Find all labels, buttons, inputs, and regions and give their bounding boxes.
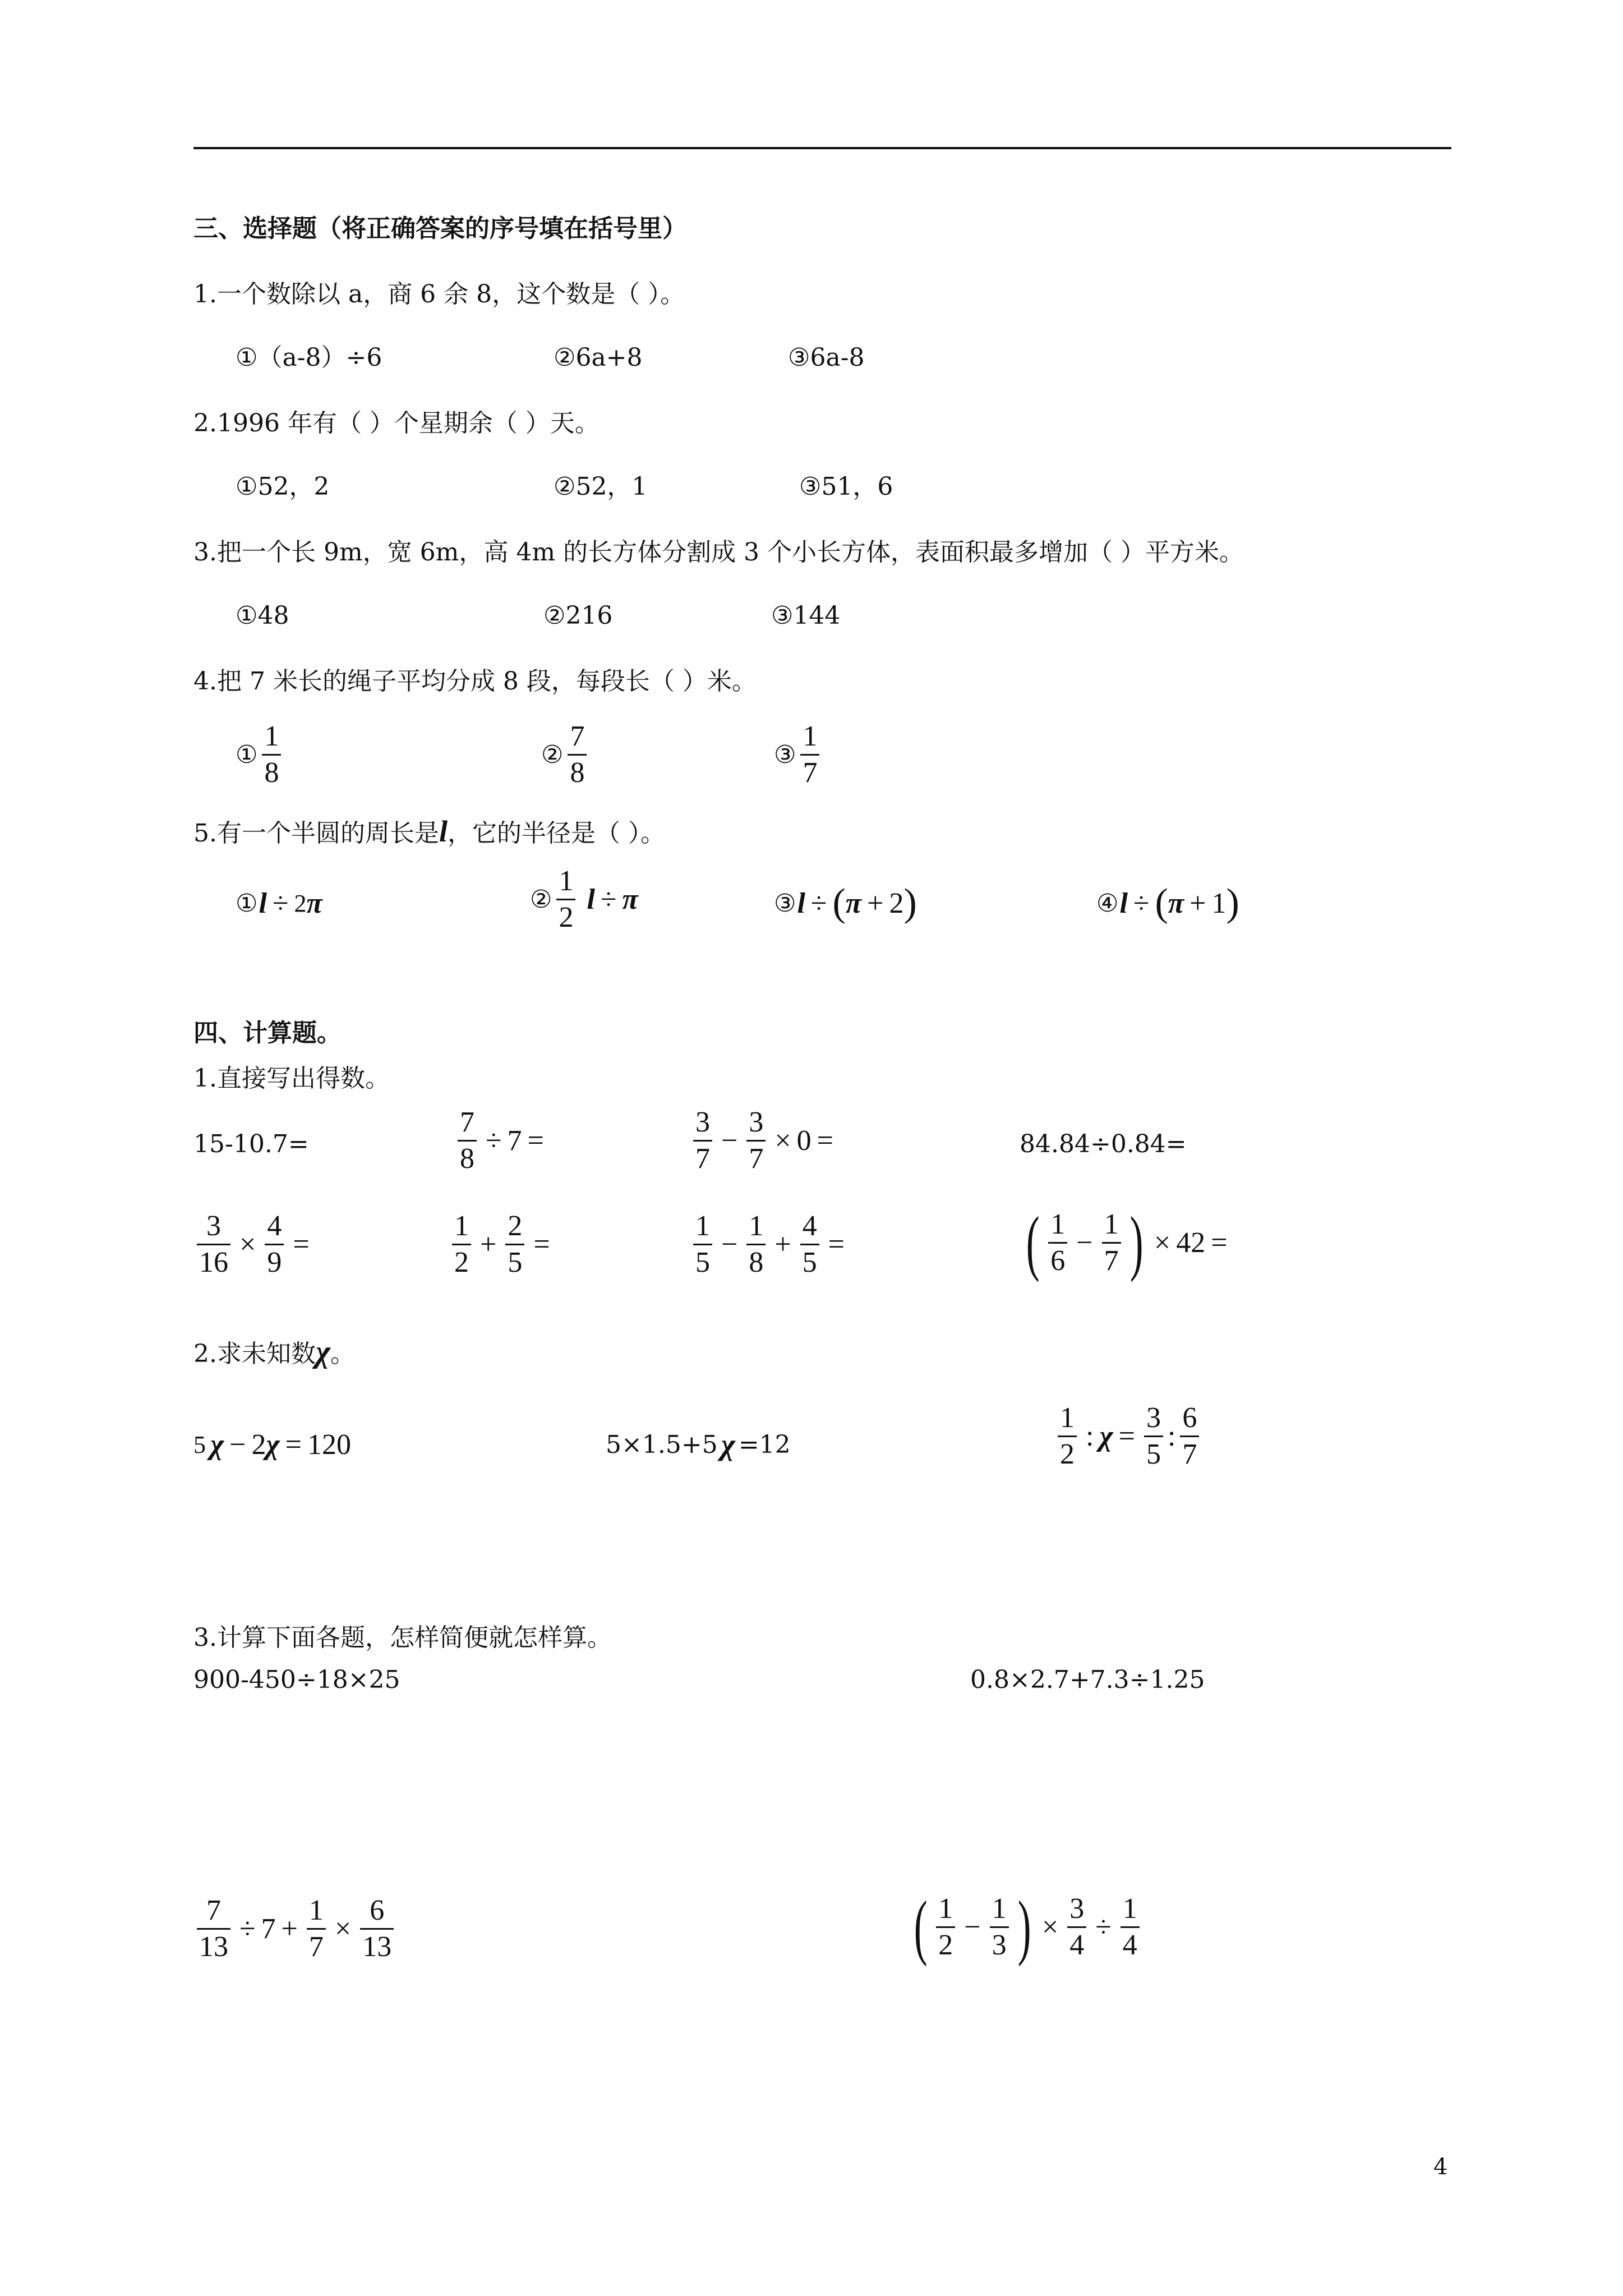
q1-option-2: ②6a+8 — [554, 343, 643, 372]
option-marker: ③ — [774, 740, 796, 769]
q1-text: 1.一个数除以 a，商 6 余 8，这个数是（ ）。 — [193, 280, 685, 309]
fraction: $\frac{7}{8}$ — [568, 719, 587, 790]
q2-option-3: ③51，6 — [799, 472, 893, 501]
q3-option-2: ②216 — [543, 601, 613, 630]
q4-option-3 — [774, 719, 823, 790]
q1-option-1: ①（a-8）÷6 — [236, 343, 382, 372]
equation-3: $\frac{1}{2}$ : χ = $\frac{3}{5}$ : $\frac{6}{7}$ — [1054, 1401, 1202, 1472]
p2-heading: 2.求未知数χ。 — [193, 1335, 356, 1369]
calc-c: $\frac{3}{7}$ − $\frac{3}{7}$ × 0 = — [690, 1105, 839, 1176]
p3-heading: 3.计算下面各题，怎样简便就怎样算。 — [193, 1623, 612, 1652]
simplify-c: $\frac{7}{13}$ ÷ 7 + $\frac{1}{7}$ × $\frac{6}{13}$ — [193, 1893, 397, 1964]
q3-option-3: ③144 — [771, 601, 841, 630]
q3-text: 3.把一个长 9m，宽 6m，高 4m 的长方体分割成 3 个小长方体，表面积最多增加（ ）平方米。 — [193, 538, 1244, 567]
q3-option-1: ①48 — [236, 601, 289, 630]
q4-text: 4.把 7 米长的绳子平均分成 8 段，每段长（ ）米。 — [193, 667, 757, 696]
section4-title: 四、计算题。 — [193, 1019, 342, 1047]
calc-a: 15-10.7= — [193, 1130, 309, 1158]
p1-heading: 1.直接写出得数。 — [193, 1064, 390, 1093]
fraction: $\frac{1}{8}$ — [262, 719, 281, 790]
page-number: 4 — [1433, 2154, 1448, 2180]
calc-e: $\frac{3}{16}$ × $\frac{4}{9}$ = — [193, 1209, 315, 1280]
q5-option-2: ② $\frac{1}{2}$ l ÷ π — [530, 864, 638, 935]
fraction: $\frac{1}{2}$ — [556, 864, 575, 935]
simplify-d: ( $\frac{1}{2}$ − $\frac{1}{3}$ ) × $\frac{3}{4}$ ÷ $\frac{1}{4}$ — [909, 1885, 1143, 1969]
equation-2: 5×1.5+5 χ =12 — [606, 1428, 791, 1461]
calc-f: $\frac{1}{2}$ + $\frac{2}{5}$ = — [449, 1209, 556, 1280]
q2-text: 2.1996 年有（ ）个星期余（ ）天。 — [193, 409, 600, 438]
option-marker: ① — [236, 740, 258, 769]
simplify-a: 900-450÷18×25 — [193, 1665, 400, 1694]
fraction: $\frac{1}{7}$ — [800, 719, 819, 790]
option-marker: ② — [541, 740, 564, 769]
header-rule — [193, 147, 1451, 149]
calc-b: $\frac{7}{8}$ ÷ 7 = — [454, 1105, 550, 1176]
q2-option-1: ①52，2 — [236, 472, 330, 501]
section3-title: 三、选择题（将正确答案的序号填在括号里） — [193, 214, 687, 243]
q4-option-2 — [541, 719, 590, 790]
q5-text: 5.有一个半圆的周长是l，它的半径是（ ）。 — [193, 815, 665, 848]
simplify-b: 0.8×2.7+7.3÷1.25 — [970, 1665, 1205, 1694]
q5-option-4: ④ l ÷ ( π + 1 ) — [1096, 881, 1239, 924]
q4-option-1 — [236, 719, 284, 790]
q1-option-3: ③6a-8 — [788, 343, 865, 372]
calc-g: $\frac{1}{5}$ − $\frac{1}{8}$ + $\frac{4}{5}$ = — [690, 1209, 850, 1280]
calc-h: ( $\frac{1}{6}$ − $\frac{1}{7}$ ) × 42 = — [1026, 1202, 1228, 1283]
q5-option-1: ① l ÷ 2 π — [236, 887, 322, 919]
q5-option-3: ③ l ÷ ( π + 2 ) — [774, 881, 917, 924]
equation-1: 5 χ − 2 χ = 120 — [193, 1428, 351, 1461]
q2-option-2: ②52，1 — [554, 472, 648, 501]
calc-d: 84.84÷0.84= — [1020, 1130, 1187, 1158]
